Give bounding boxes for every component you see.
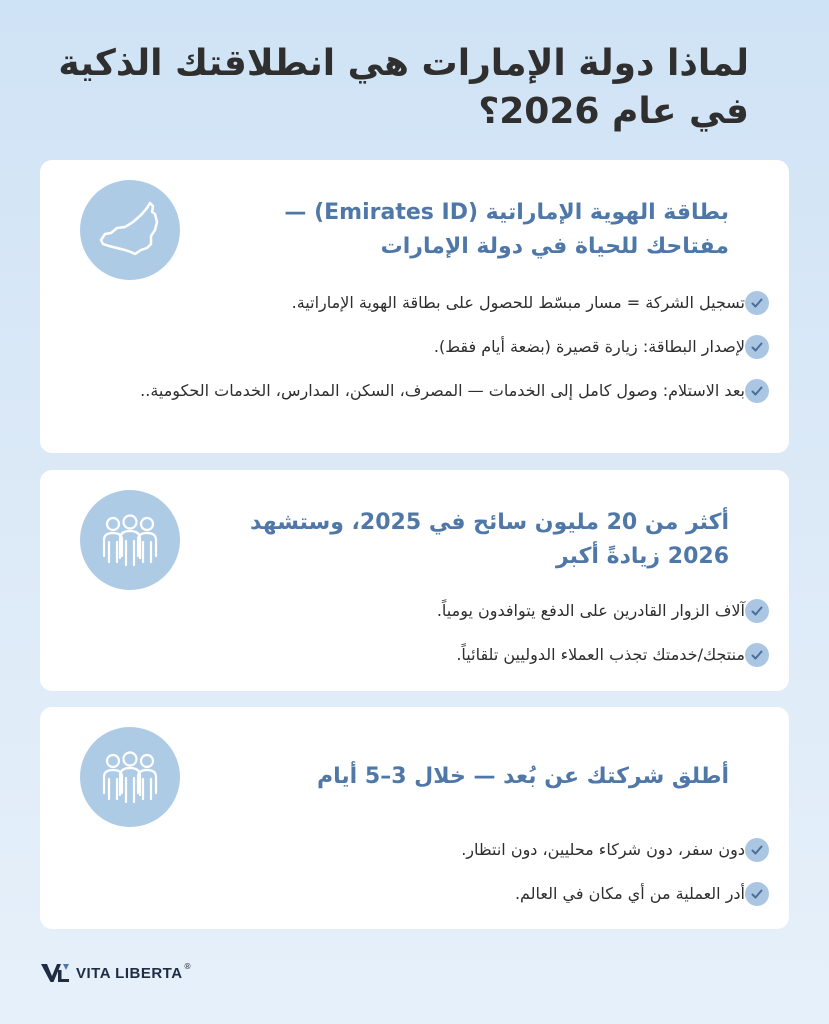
- check-icon: [745, 838, 769, 862]
- list-item: [76, 837, 769, 863]
- vita-liberta-logo-icon: [40, 962, 70, 984]
- brand-logo: [40, 962, 192, 984]
- people-group-icon: [80, 727, 180, 827]
- card-heading: أطلق شركتك عن بُعد — خلال 3–5 أيام: [317, 764, 729, 789]
- bullet-text: لإصدار البطاقة: زيارة قصيرة (بضعة أيام فقط).: [433, 337, 745, 356]
- bullet-text: تسجيل الشركة = مسار مبسّط للحصول على بطاقة الهوية الإماراتية.: [291, 293, 745, 312]
- bullet-text: منتجك/خدمتك تجذب العملاء الدوليين تلقائياً.: [456, 645, 745, 664]
- list-item: [76, 378, 769, 404]
- card-remote-launch: [40, 707, 789, 929]
- card-heading: بطاقة الهوية الإماراتية (Emirates ID) — مفتاحك للحياة في دولة الإمارات: [284, 200, 729, 259]
- bullet-text: آلاف الزوار القادرين على الدفع يتوافدون يومياً.: [436, 601, 745, 620]
- check-icon: [745, 379, 769, 403]
- card-emirates-id: [40, 160, 789, 453]
- brand-name: VITA LIBERTA: [76, 964, 183, 982]
- check-icon: [745, 643, 769, 667]
- uae-map-icon: [80, 180, 180, 280]
- list-item: [76, 642, 769, 668]
- card-header: [80, 727, 729, 827]
- bullet-text: دون سفر، دون شركاء محليين، دون انتظار.: [461, 840, 745, 859]
- check-icon: [745, 599, 769, 623]
- check-icon: [745, 335, 769, 359]
- page-title: لماذا دولة الإمارات هي انطلاقتك الذكية في عام 2026؟: [58, 43, 749, 132]
- check-icon: [745, 882, 769, 906]
- list-item: [76, 290, 769, 316]
- card-header: [80, 180, 729, 280]
- bullet-list: [76, 598, 769, 686]
- list-item: [76, 334, 769, 360]
- list-item: [76, 881, 769, 907]
- people-group-icon: [80, 490, 180, 590]
- bullet-list: [76, 837, 769, 925]
- list-item: [76, 598, 769, 624]
- card-heading: أكثر من 20 مليون سائح في 2025، وستشهد 2026 زيادةً أكبر: [249, 510, 729, 569]
- card-header: [80, 490, 729, 590]
- bullet-text: بعد الاستلام: وصول كامل إلى الخدمات — المصرف، السكن، المدارس، الخدمات الحكومية..: [140, 381, 745, 400]
- registered-mark: ®: [183, 962, 192, 971]
- bullet-list: [76, 290, 769, 422]
- bullet-text: أدر العملية من أي مكان في العالم.: [514, 884, 745, 903]
- card-tourists: [40, 470, 789, 691]
- check-icon: [745, 291, 769, 315]
